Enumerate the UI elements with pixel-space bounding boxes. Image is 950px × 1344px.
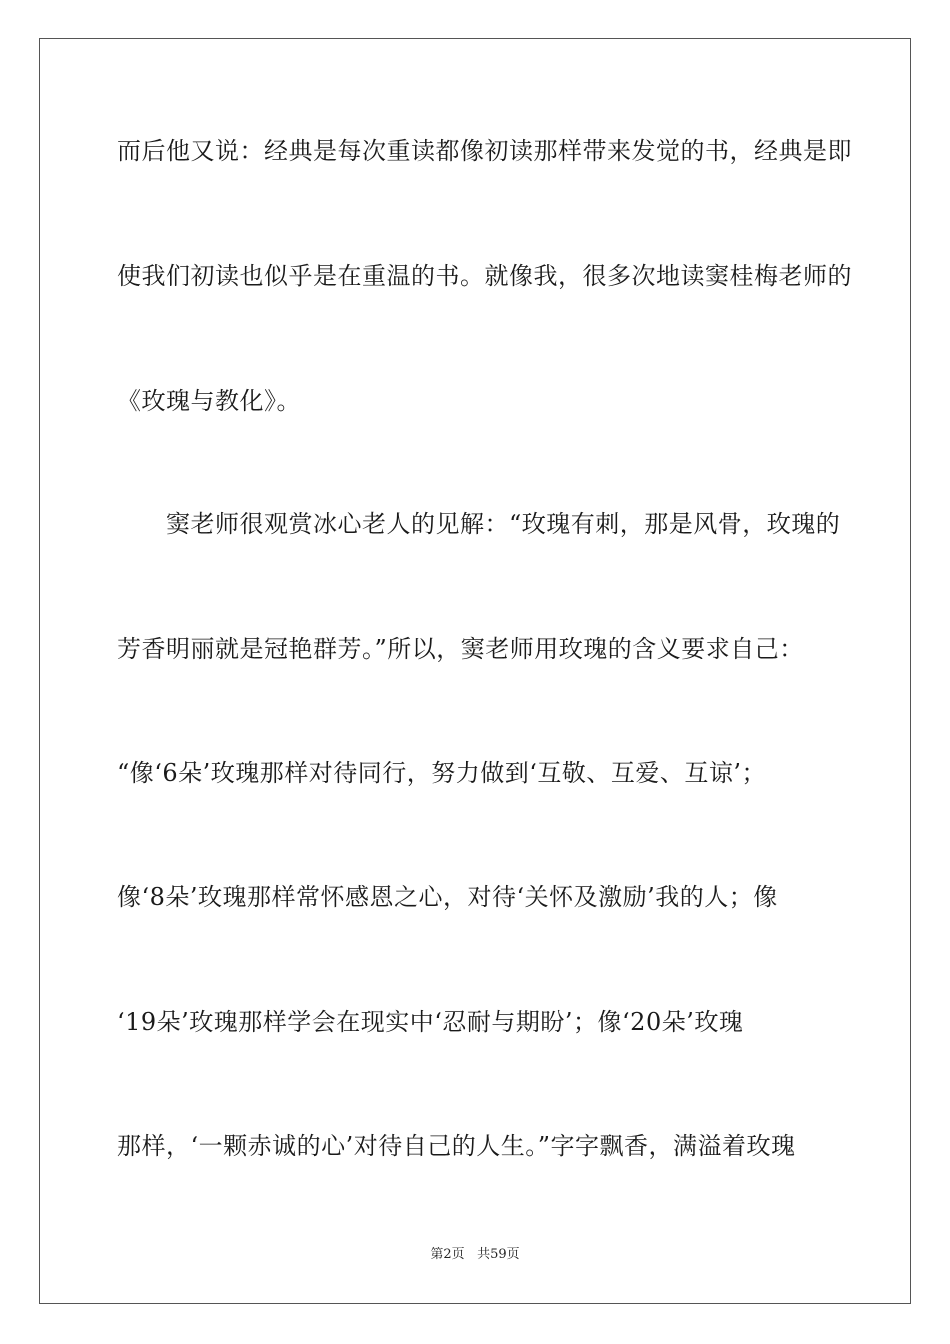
body-line-2: 使我们初读也似乎是在重温的书。就像我，很多次地读窦桂梅老师的 [117, 262, 852, 290]
body-line-7: 像‘8朵’玫瑰那样常怀感恩之心，对待‘关怀及激励’我的人；像 [117, 883, 778, 911]
body-line-5: 芳香明丽就是冠艳群芳。”所以，窦老师用玫瑰的含义要求自己： [117, 635, 804, 663]
body-line-3: 《玫瑰与教化》。 [117, 387, 301, 415]
body-line-6: “像‘6朵’玫瑰那样对待同行，努力做到‘互敬、互爱、互谅’； [117, 759, 767, 787]
body-line-8: ‘19朵’玫瑰那样学会在现实中‘忍耐与期盼’；像‘20朵’玫瑰 [117, 1008, 744, 1036]
body-line-1: 而后他又说：经典是每次重读都像初读那样带来发觉的书，经典是即 [117, 137, 852, 165]
page-border [39, 38, 911, 1304]
body-line-4: 窦老师很观赏冰心老人的见解：“玫瑰有刺，那是风骨，玫瑰的 [117, 510, 841, 538]
page-total: 共59页 [477, 1247, 520, 1262]
page-footer [0, 1246, 950, 1264]
body-line-9: 那样，‘一颗赤诚的心’对待自己的人生。”字字飘香，满溢着玫瑰 [117, 1132, 796, 1160]
page-number: 第2页 [430, 1247, 465, 1262]
